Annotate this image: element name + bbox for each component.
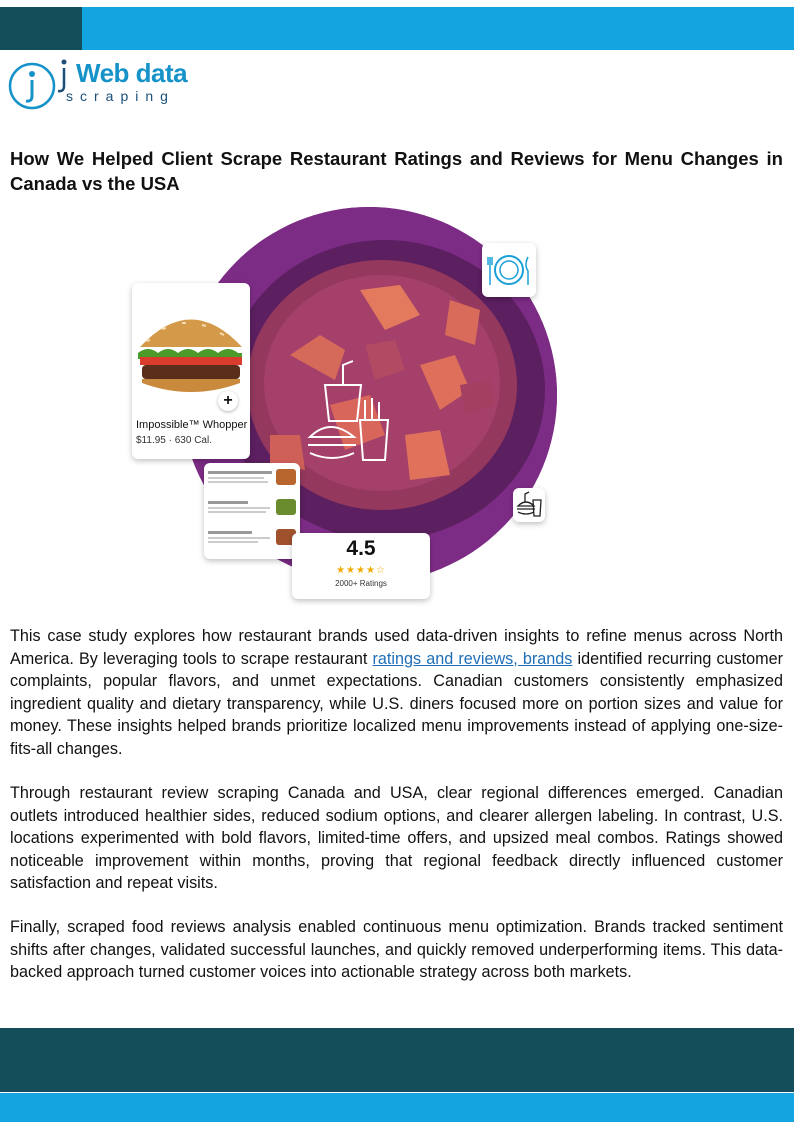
menu-list-card [204, 463, 300, 559]
footer-bar-dark [0, 1028, 794, 1092]
company-logo[interactable] [8, 56, 188, 112]
product-name: Impossible™ Whopper [136, 419, 248, 431]
product-card[interactable] [132, 283, 250, 459]
paragraph-conclusion: Finally, scraped food reviews analysis enabled continuous menu optimization. Brands tracked sentiment shifts after changes, validated successful launches, and quickly removed underperforming items. This data-backed approach turned customer voices into actionable strategy across both markets. [10, 918, 783, 981]
burger-fries-card [513, 488, 545, 522]
burger-fries-icon [513, 488, 545, 522]
rating-card [292, 533, 430, 599]
plate-cutlery-card [482, 243, 536, 297]
paragraph-text: This case study explores how restaurant brands used data-driven insights to refine menus across North America. By leveraging tools to scrape restaurant [10, 627, 783, 668]
page-title: How We Helped Client Scrape Restaurant Ratings and Reviews for Menu Changes in Canada vs the USA [10, 148, 783, 194]
burger-image [132, 297, 250, 407]
rating-value: 4.5 [346, 537, 376, 560]
plate-cutlery-icon [482, 243, 536, 297]
add-icon[interactable]: + [218, 391, 238, 411]
header-bar-blue [82, 7, 794, 50]
logo-tagline: scraping [66, 88, 175, 104]
logo-text: Web data [76, 58, 188, 88]
paragraph-text: identified recurring customer complaints, popular flavors, and unmet expectations. Canadian customers consistently emphasized ingredient quality and dietary transparency, while U.S. diners focused more on portion sizes and value for money. These insights helped brands prioritize localized menu improvements instead of applying one-size-fits-all changes. [10, 649, 784, 758]
hero-illustration [120, 205, 570, 615]
paragraph-intro [10, 625, 783, 760]
paragraph-regional: Through restaurant review scraping Canada and USA, clear regional differences emerged. Canadian outlets introduced healthier sides, reduced sodium options, and clearer allergen labeling. In contrast, U.S. locations experimented with bold flavors, limited-time offers, and upsized meal combos. Ratings showed noticeable improvement within months, proving that regional feedback directly influenced customer satisfaction and repeat visits. [10, 784, 783, 892]
product-price: $11.95 · 630 Cal. [136, 435, 212, 446]
ratings-reviews-link[interactable]: ratings and reviews, brands [372, 649, 573, 668]
footer-bar-blue [0, 1093, 794, 1122]
rating-stars: ★★★★☆ [336, 565, 386, 576]
header-bar-dark [0, 7, 82, 50]
logo-mark-icon [8, 56, 68, 112]
rating-count: 2000+ Ratings [335, 579, 387, 588]
